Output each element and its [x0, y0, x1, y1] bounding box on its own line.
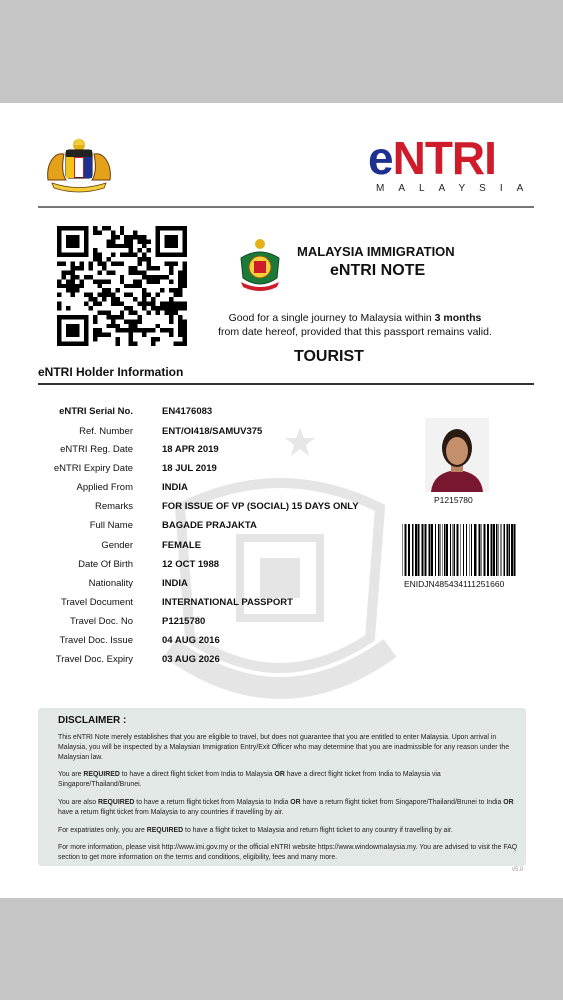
immigration-title: MALAYSIA IMMIGRATION [297, 244, 455, 259]
field-row [38, 578, 438, 592]
field-row [38, 426, 438, 440]
barcode [402, 524, 517, 576]
immigration-badge-icon [235, 236, 285, 294]
field-label: Remarks [94, 501, 133, 512]
field-value: P1215780 [162, 616, 206, 627]
field-row [38, 540, 438, 554]
disclaimer-title: DISCLAIMER : [58, 715, 127, 726]
divider [38, 206, 534, 208]
logo-subtitle: MALAYSIA [376, 183, 538, 194]
field-label: Travel Doc. No [70, 616, 133, 627]
holder-info-heading: eNTRI Holder Information [38, 365, 184, 379]
field-row [38, 482, 438, 496]
disclaimer-box [38, 708, 526, 866]
field-label: Travel Doc. Issue [59, 635, 133, 646]
field-row [38, 559, 438, 573]
field-value: 03 AUG 2026 [162, 654, 220, 665]
field-row [38, 654, 438, 668]
field-value: FOR ISSUE OF VP (SOCIAL) 15 DAYS ONLY [162, 501, 359, 512]
field-value: 18 JUL 2019 [162, 463, 217, 474]
field-label: Gender [101, 540, 133, 551]
field-value: INDIA [162, 578, 188, 589]
visa-type: TOURIST [294, 348, 364, 365]
field-label: eNTRI Reg. Date [60, 444, 133, 455]
validity-post: from date hereof, provided that this passport remains valid. [218, 326, 492, 338]
logo-ntri: NTRI [392, 132, 496, 184]
field-value: ENT/OI418/SAMUV375 [162, 426, 263, 437]
field-label: eNTRI Expiry Date [53, 463, 133, 474]
field-row [38, 463, 438, 477]
field-row [38, 597, 438, 611]
field-label: eNTRI Serial No. [59, 406, 133, 417]
field-label: Date Of Birth [78, 559, 133, 570]
field-row [38, 616, 438, 630]
field-row [38, 406, 438, 420]
field-value: 04 AUG 2016 [162, 635, 220, 646]
disclaimer-paragraph: You are REQUIRED to have a direct flight ticket from India to Malaysia OR have a direct flight ticket from India to Malaysia via Singapore/Thailand/Brunei. [58, 771, 441, 788]
field-row [38, 635, 438, 649]
field-label: Ref. Number [79, 426, 133, 437]
validity-period: 3 months [434, 312, 482, 324]
holder-photo [425, 418, 489, 492]
note-title: eNTRI NOTE [330, 262, 426, 279]
qr-code [57, 226, 187, 346]
field-row [38, 501, 438, 515]
disclaimer-paragraph: For expatriates only, you are REQUIRED to have a flight ticket to Malaysia and return flight ticket to any country if travelling by air. [58, 827, 453, 834]
field-value: EN4176083 [162, 406, 213, 417]
disclaimer-paragraph: For more information, please visit http://www.imi.gov.my or the official eNTRI website https://www.windowmalaysia.my. You are advised to visit the FAQ section to get more information on the terms and conditions, eligibility, fees and many more. [58, 844, 518, 861]
entri-logo [368, 132, 538, 205]
version-label: v5.0 [512, 867, 524, 873]
field-value: BAGADE PRAJAKTA [162, 520, 257, 531]
disclaimer-paragraph: You are also REQUIRED to have a return flight ticket from Malaysia to India OR have a return flight ticket from Singapore/Thailand/Brunei to India OR have a return flight ticket from Malaysia to any countries if travelling by air. [58, 799, 514, 816]
field-value: INDIA [162, 482, 188, 493]
field-row [38, 520, 438, 534]
barcode-caption: ENIDJN485434111251660 [404, 579, 505, 589]
validity-pre: Good for a single journey to Malaysia within [228, 312, 435, 324]
field-value: INTERNATIONAL PASSPORT [162, 597, 293, 608]
coat-of-arms-icon [40, 136, 118, 194]
field-label: Travel Doc. Expiry [55, 654, 133, 665]
photo-caption: P1215780 [434, 495, 473, 505]
field-value: FEMALE [162, 540, 202, 551]
entri-note-page [0, 103, 563, 898]
field-label: Travel Document [61, 597, 133, 608]
field-label: Applied From [76, 482, 133, 493]
field-value: 12 OCT 1988 [162, 559, 220, 570]
divider [38, 383, 534, 385]
disclaimer-paragraph: This eNTRI Note merely establishes that you are eligible to travel, but does not guarantee that you are entitled to enter Malaysia. Upon arrival in Malaysia, you will be inspected by a Malaysian Immigration Entry/Exit Officer who may determine that you are inadmissible for any reason under the Malaysian law. [58, 734, 510, 761]
field-row [38, 444, 438, 458]
logo-e: e [368, 132, 393, 184]
field-label: Full Name [89, 520, 133, 531]
field-label: Nationality [88, 578, 133, 589]
field-value: 18 APR 2019 [162, 444, 219, 455]
validity-text [210, 311, 500, 339]
